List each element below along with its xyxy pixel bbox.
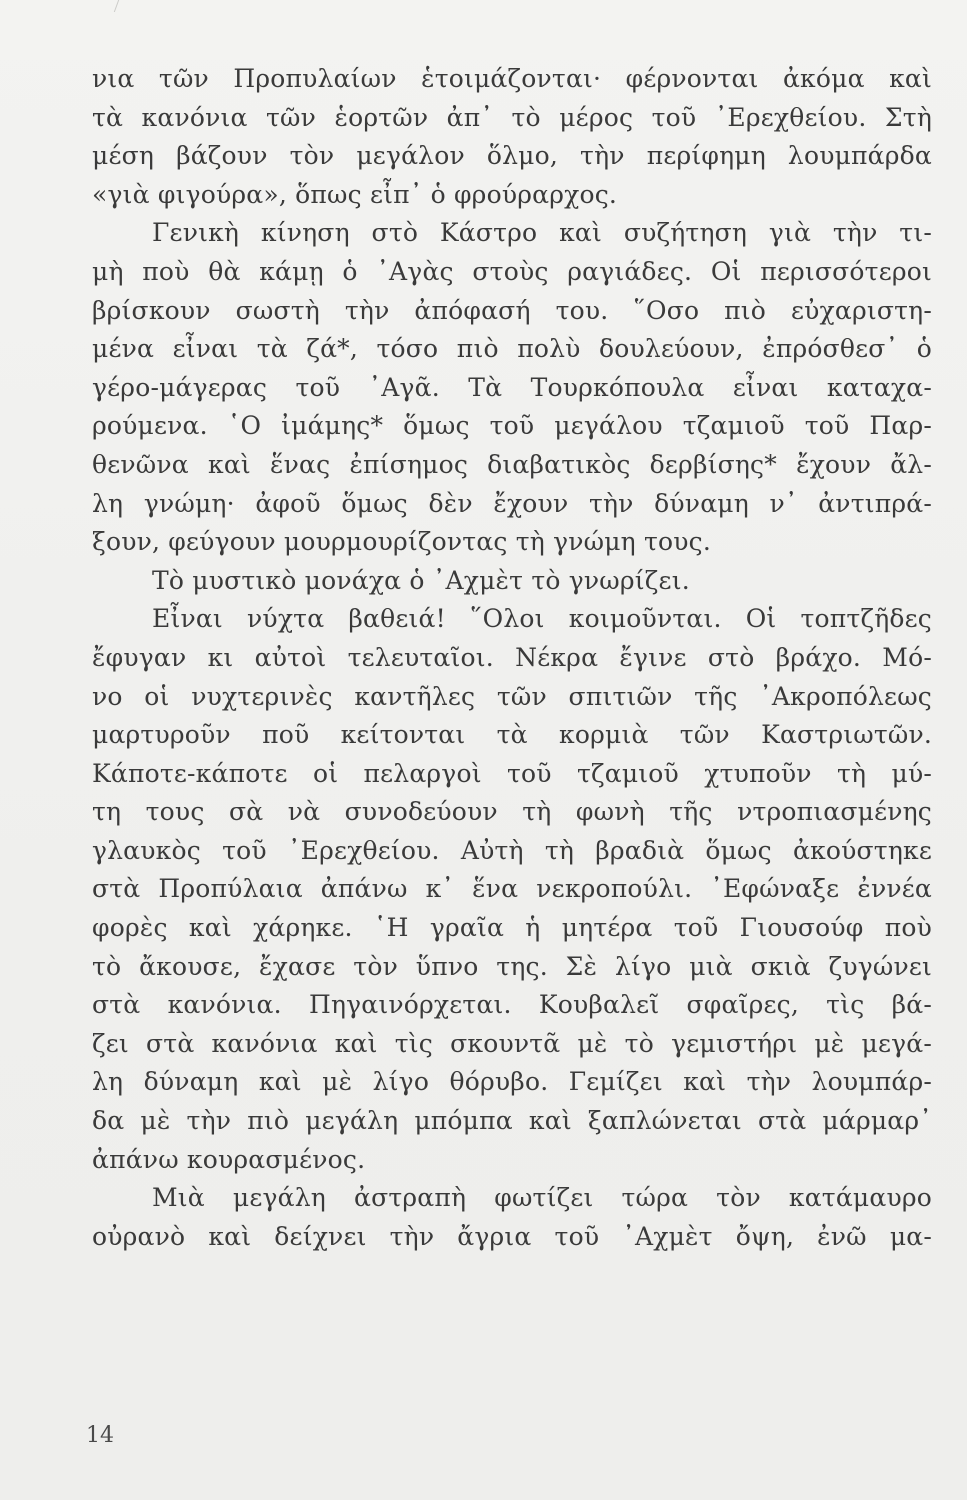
text-line: Εἶναι νύχτα βαθειά! ῞Ολοι κοιμοῦνται. Οἱ τοπτζῆδες bbox=[152, 604, 932, 634]
text-line: λη γνώμη· ἀφοῦ ὅμως δὲν ἔχουν τὴν δύναμη ν᾽ ἀντιπρά- bbox=[92, 488, 932, 518]
text-line: ζει στὰ κανόνια καὶ τὶς σκουντᾶ μὲ τὸ γεμιστήρι μὲ μεγά- bbox=[92, 1028, 932, 1058]
page-mark bbox=[114, 0, 125, 12]
body-text bbox=[92, 60, 932, 1256]
text-line: μὴ ποὺ θὰ κάμῃ ὁ ᾽Αγὰς στοὺς ραγιάδες. Οἱ περισσότεροι bbox=[92, 256, 932, 286]
text-line: στὰ Προπύλαια ἀπάνω κ᾽ ἕνα νεκροπούλι. ᾽Εφώναξε ἐννέα bbox=[92, 874, 932, 904]
text-line: ἔφυγαν κι αὐτοὶ τελευταῖοι. Νέκρα ἔγινε στὸ βράχο. Μό- bbox=[92, 642, 932, 672]
text-line: Μιὰ μεγάλη ἀστραπὴ φωτίζει τώρα τὸν κατάμαυρο bbox=[152, 1183, 932, 1213]
text-line: Γενικὴ κίνηση στὸ Κάστρο καὶ συζήτηση γιὰ τὴν τι- bbox=[152, 218, 932, 248]
text-line: τη τους σὰ νὰ συνοδεύουν τὴ φωνὴ τῆς ντροπιασμένης bbox=[92, 797, 932, 827]
text-line: λη δύναμη καὶ μὲ λίγο θόρυβο. Γεμίζει καὶ τὴν λουμπάρ- bbox=[92, 1067, 932, 1097]
text-line: ξουν, φεύγουν μουρμουρίζοντας τὴ γνώμη τους. bbox=[92, 527, 712, 557]
text-line: δα μὲ τὴν πιὸ μεγάλη μπόμπα καὶ ξαπλώνεται στὰ μάρμαρ᾽ bbox=[92, 1106, 932, 1136]
text-line: ρούμενα. ῾Ο ἰμάμης* ὅμως τοῦ μεγάλου τζαμιοῦ τοῦ Παρ- bbox=[92, 411, 932, 441]
text-line: μαρτυροῦν ποῦ κείτονται τὰ κορμιὰ τῶν Καστριωτῶν. bbox=[92, 720, 932, 750]
text-line: γέρο-μάγερας τοῦ ᾽Αγᾶ. Τὰ Τουρκόπουλα εἶναι καταχα- bbox=[92, 372, 932, 402]
text-line: νια τῶν Προπυλαίων ἑτοιμάζονται· φέρνονται ἀκόμα καὶ bbox=[92, 64, 932, 93]
page-number: 14 bbox=[86, 1423, 114, 1448]
text-line: τὸ ἄκουσε, ἔχασε τὸν ὕπνο της. Σὲ λίγο μιὰ σκιὰ ζυγώνει bbox=[92, 951, 932, 981]
text-line: ἀπάνω κουρασμένος. bbox=[92, 1144, 366, 1174]
text-line: τὰ κανόνια τῶν ἑορτῶν ἀπ᾽ τὸ μέρος τοῦ ᾽Ερεχθείου. Στὴ bbox=[92, 102, 932, 132]
text-line: μένα εἶναι τὰ ζά*, τόσο πιὸ πολὺ δουλεύουν, ἐπρόσθεσ᾽ ὁ bbox=[92, 334, 932, 364]
text-line: θενῶνα καὶ ἕνας ἐπίσημος διαβατικὸς δερβίσης* ἔχουν ἄλ- bbox=[92, 449, 932, 479]
text-line: φορὲς καὶ χάρηκε. ῾Η γραῖα ἡ μητέρα τοῦ Γιουσούφ ποὺ bbox=[92, 913, 932, 943]
text-line: Τὸ μυστικὸ μονάχα ὁ ᾽Αχμὲτ τὸ γνωρίζει. bbox=[152, 565, 690, 595]
text-line: Κάποτε-κάποτε οἱ πελαργοὶ τοῦ τζαμιοῦ χτυποῦν τὴ μύ- bbox=[92, 758, 932, 788]
text-line: γλαυκὸς τοῦ ᾽Ερεχθείου. Αὐτὴ τὴ βραδιὰ ὅμως ἀκούστηκε bbox=[92, 835, 932, 865]
text-line: βρίσκουν σωστὴ τὴν ἀπόφασή του. ῞Οσο πιὸ εὐχαριστη- bbox=[92, 295, 932, 325]
text-line: νο οἱ νυχτερινὲς καντῆλες τῶν σπιτιῶν τῆς ᾽Ακροπόλεως bbox=[92, 681, 932, 711]
text-line: οὐρανὸ καὶ δείχνει τὴν ἄγρια τοῦ ᾽Αχμὲτ ὄψη, ἐνῶ μα- bbox=[92, 1221, 932, 1251]
text-line: μέση βάζουν τὸν μεγάλον ὅλμο, τὴν περίφημη λουμπάρδα bbox=[92, 141, 932, 171]
text-line: «γιὰ φιγούρα», ὅπως εἶπ᾽ ὁ φρούραρχος. bbox=[92, 179, 618, 209]
text-line: στὰ κανόνια. Πηγαινόρχεται. Κουβαλεῖ σφαῖρες, τὶς βά- bbox=[92, 990, 932, 1020]
